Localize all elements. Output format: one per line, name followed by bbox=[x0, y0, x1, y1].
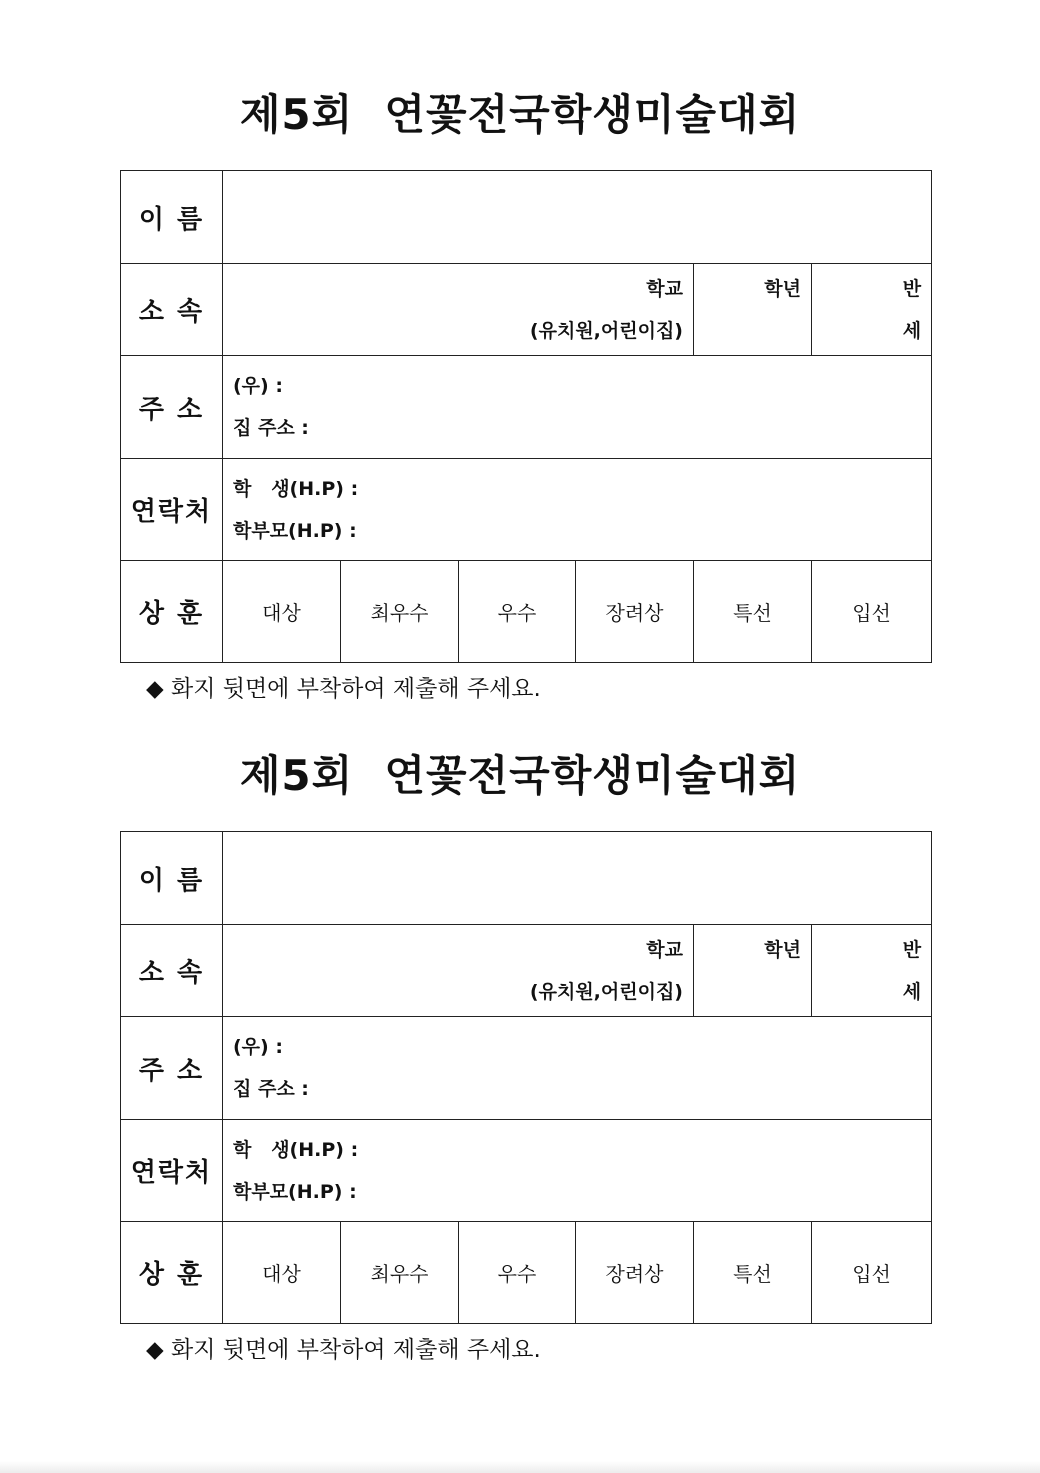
school-field[interactable] bbox=[223, 264, 694, 356]
parent-phone-label: 학부모(H.P) : bbox=[233, 519, 357, 542]
entry-table bbox=[120, 170, 932, 663]
age-label: 세 bbox=[902, 981, 922, 1003]
grade-field[interactable] bbox=[694, 264, 812, 356]
grade-field[interactable] bbox=[694, 925, 812, 1017]
form-title: 제5회 연꽃전국학생미술대회 bbox=[239, 751, 801, 800]
award-option[interactable]: 대상 bbox=[223, 561, 341, 663]
address-field[interactable] bbox=[223, 356, 932, 459]
class-label: 반 bbox=[902, 278, 922, 300]
grade-label: 학년 bbox=[764, 939, 801, 961]
contact-field[interactable] bbox=[223, 459, 932, 561]
age-label: 세 bbox=[902, 320, 922, 342]
award-option[interactable]: 최우수 bbox=[341, 1222, 459, 1324]
home-address-label: 집 주소 : bbox=[233, 417, 309, 439]
award-option[interactable]: 특선 bbox=[694, 561, 812, 663]
school-label: 학교 bbox=[646, 939, 683, 961]
name-field[interactable] bbox=[223, 171, 932, 264]
name-label: 이 름 bbox=[121, 171, 223, 264]
postal-label: (우) : bbox=[233, 1036, 283, 1058]
award-option[interactable]: 장려상 bbox=[576, 1222, 694, 1324]
class-age-field[interactable] bbox=[812, 925, 932, 1017]
school-field[interactable] bbox=[223, 925, 694, 1017]
contact-field[interactable] bbox=[223, 1120, 932, 1222]
parent-phone-label: 학부모(H.P) : bbox=[233, 1180, 357, 1203]
affiliation-label: 소 속 bbox=[121, 264, 223, 356]
award-label: 상 훈 bbox=[121, 1222, 223, 1324]
award-option[interactable]: 입선 bbox=[812, 561, 932, 663]
student-phone-label: 학 생(H.P) : bbox=[233, 1138, 359, 1161]
school-sub-label: (유치원,어린이집) bbox=[529, 320, 683, 342]
entry-table bbox=[120, 831, 932, 1324]
award-option[interactable]: 우수 bbox=[459, 1222, 576, 1324]
award-option[interactable]: 우수 bbox=[459, 561, 576, 663]
contact-label: 연락처 bbox=[121, 459, 223, 561]
school-label: 학교 bbox=[646, 278, 683, 300]
affiliation-label: 소 속 bbox=[121, 925, 223, 1017]
submission-notice: ◆ 화지 뒷면에 부착하여 제출해 주세요. bbox=[146, 676, 541, 702]
contact-label: 연락처 bbox=[121, 1120, 223, 1222]
class-age-field[interactable] bbox=[812, 264, 932, 356]
name-field[interactable] bbox=[223, 832, 932, 925]
address-field[interactable] bbox=[223, 1017, 932, 1120]
home-address-label: 집 주소 : bbox=[233, 1078, 309, 1100]
address-label: 주 소 bbox=[121, 356, 223, 459]
postal-label: (우) : bbox=[233, 375, 283, 397]
award-option[interactable]: 최우수 bbox=[341, 561, 459, 663]
grade-label: 학년 bbox=[764, 278, 801, 300]
student-phone-label: 학 생(H.P) : bbox=[233, 477, 359, 500]
award-option[interactable]: 입선 bbox=[812, 1222, 932, 1324]
form-title: 제5회 연꽃전국학생미술대회 bbox=[239, 90, 801, 139]
award-label: 상 훈 bbox=[121, 561, 223, 663]
award-option[interactable]: 특선 bbox=[694, 1222, 812, 1324]
page-bottom-edge bbox=[0, 1461, 1040, 1473]
name-label: 이 름 bbox=[121, 832, 223, 925]
award-option[interactable]: 장려상 bbox=[576, 561, 694, 663]
school-sub-label: (유치원,어린이집) bbox=[529, 981, 683, 1003]
address-label: 주 소 bbox=[121, 1017, 223, 1120]
award-option[interactable]: 대상 bbox=[223, 1222, 341, 1324]
class-label: 반 bbox=[902, 939, 922, 961]
submission-notice: ◆ 화지 뒷면에 부착하여 제출해 주세요. bbox=[146, 1337, 541, 1363]
